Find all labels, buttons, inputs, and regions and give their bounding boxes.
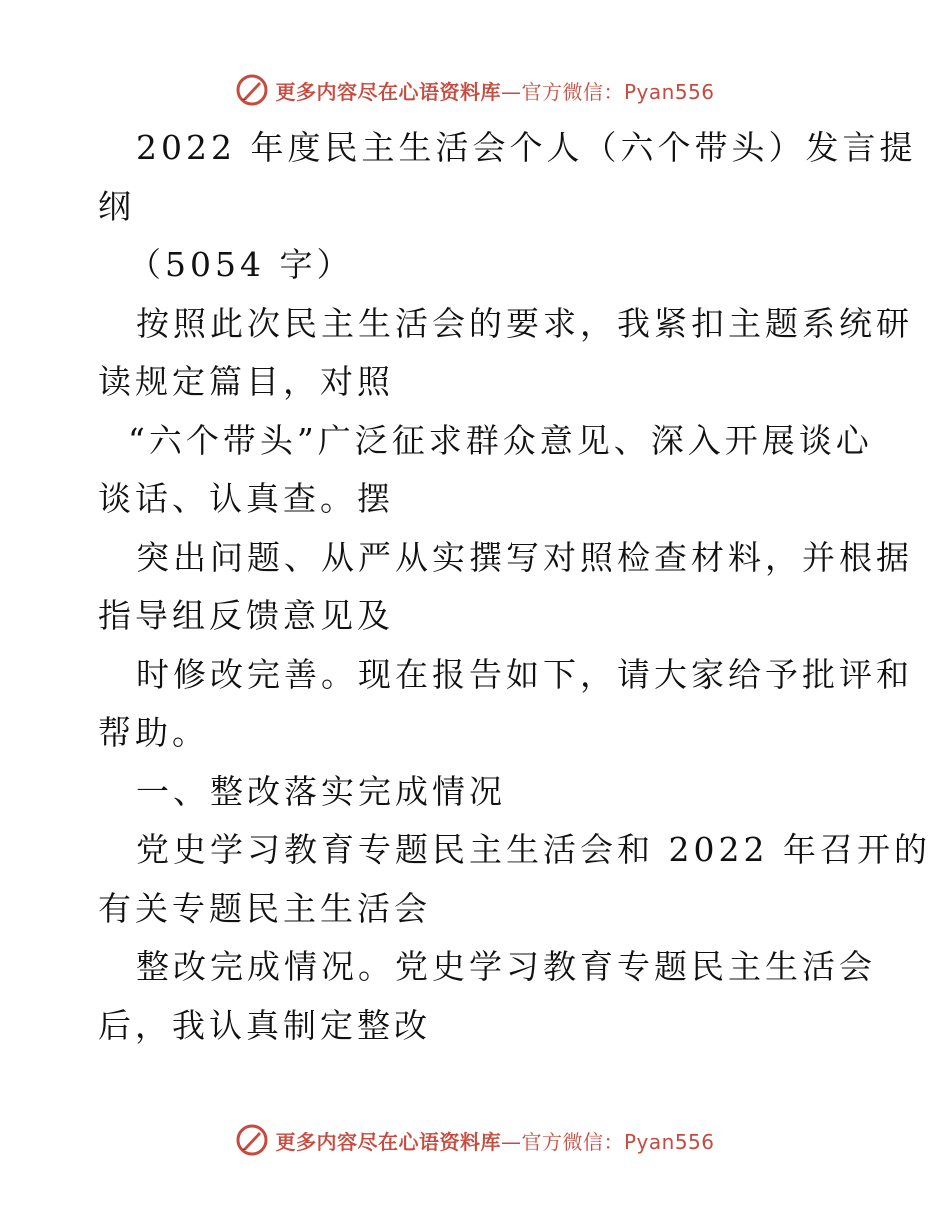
paragraph-line: 读规定篇目，对照: [98, 362, 394, 401]
watermark-text: [275, 1126, 714, 1155]
paragraph-line: 后，我认真制定整改: [98, 1005, 431, 1045]
paragraph-line: 按照此次民主生活会的要求，我紧扣主题系统研: [136, 303, 913, 343]
watermark-brand: 更多内容尽在心语资料库: [275, 1129, 501, 1154]
quill-circle-icon: [235, 73, 269, 107]
word-count: （5054 字）: [128, 245, 354, 284]
watermark-wechat-label: 官方微信：: [521, 1129, 624, 1154]
section-heading: 一、整改落实完成情况: [136, 771, 506, 811]
footer-watermark: [0, 1120, 950, 1160]
watermark-text: [275, 76, 714, 105]
paragraph-line: 指导组反馈意见及: [98, 596, 394, 635]
watermark-wechat-id: Pyan556: [623, 79, 715, 104]
paragraph-line: 有关专题民主生活会: [98, 888, 431, 928]
document-title-line-2: 纲: [98, 186, 135, 226]
paragraph-line: “六个带头”广泛征求群众意见、深入开展谈心: [128, 420, 873, 460]
watermark-wechat-label: 官方微信：: [521, 79, 624, 104]
document-body: [98, 119, 931, 1055]
paragraph-line: 党史学习教育专题民主生活会和 2022 年召开的: [136, 830, 931, 869]
paragraph-line: 整改完成情况。党史学习教育专题民主生活会: [136, 947, 876, 986]
paragraph-line: 时修改完善。现在报告如下，请大家给予批评和: [136, 654, 913, 694]
paragraph-line: 突出问题、从严从实撰写对照检查材料，并根据: [136, 537, 913, 577]
paragraph-line: 帮助。: [98, 713, 209, 752]
document-title-line-1: 2022 年度民主生活会个人（六个带头）发言提: [136, 128, 917, 167]
watermark-separator: —: [500, 79, 522, 104]
watermark-wechat-id: Pyan556: [623, 1129, 715, 1154]
watermark-separator: —: [500, 1129, 522, 1154]
quill-circle-icon: [235, 1123, 269, 1157]
header-watermark: [0, 70, 950, 110]
paragraph-line: 谈话、认真查。摆: [98, 479, 394, 518]
watermark-brand: 更多内容尽在心语资料库: [275, 79, 501, 104]
